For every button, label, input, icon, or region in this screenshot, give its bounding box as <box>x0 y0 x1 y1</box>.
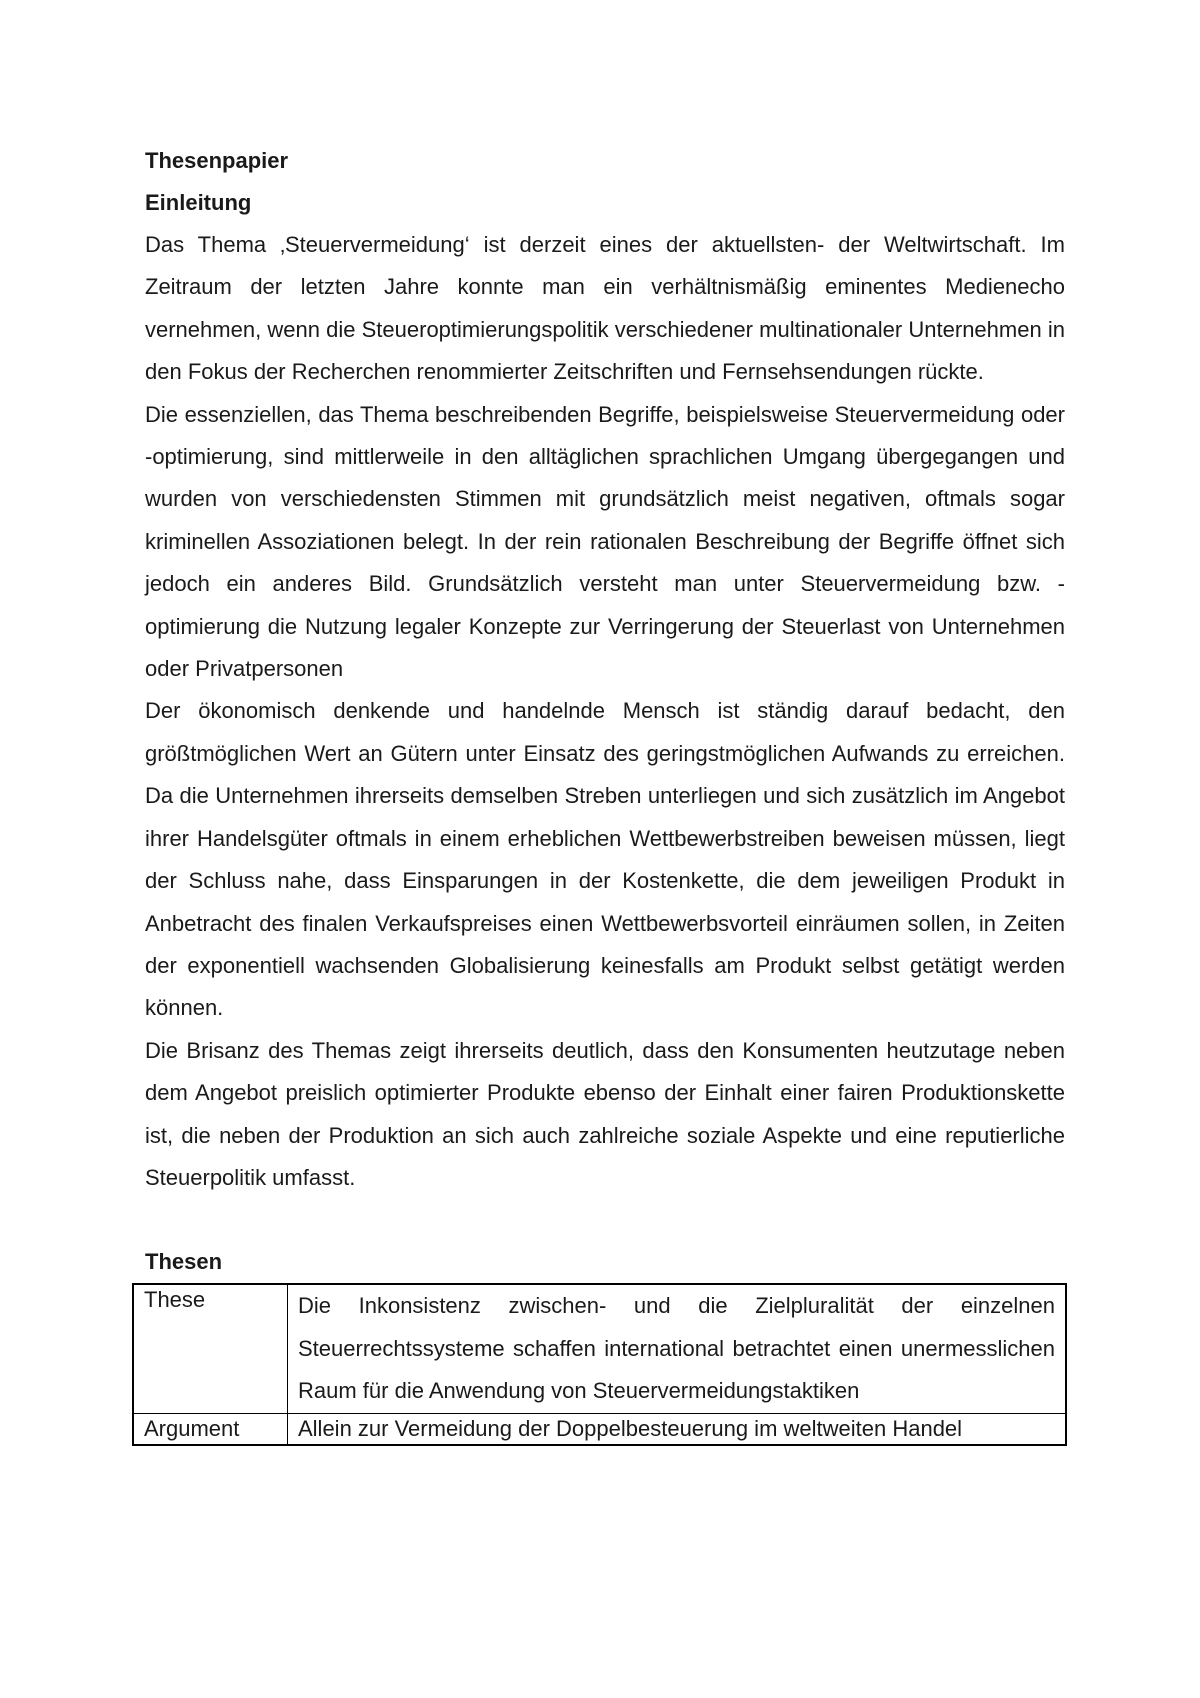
table-cell-label: Argument <box>133 1413 288 1445</box>
paragraph: Die essenziellen, das Thema beschreibenden Begriffe, beispielsweise Steuervermeidung oder -optimierung, sind mittlerweile in den alltäglichen sprachlichen Umgang übergegangen und wurden von verschiedensten Stimmen mit grundsätzlich meist negativen, oftmals sogar kriminellen Assoziationen belegt. In der rein rationalen Beschreibung der Begriffe öffnet sich jedoch ein anderes Bild. Grundsätzlich versteht man unter Steuervermeidung bzw. -optimierung die Nutzung legaler Konzepte zur Verringerung der Steuerlast von Unternehmen oder Privatpersonen <box>145 401 1065 682</box>
paragraph: Das Thema ‚Steuervermeidung‘ ist derzeit eines der aktuellsten- der Weltwirtschaft. Im Zeitraum der letzten Jahre konnte man ein verhältnismäßig eminentes Medienecho vernehmen, wenn die Steueroptimierungspolitik verschiedener multinationaler Unternehmen in den Fokus der Recherchen renommierter Zeitschriften und Fernsehsendungen rückte. <box>145 232 1065 385</box>
document-title: Thesenpapier <box>145 148 289 173</box>
section-heading-intro: Einleitung <box>145 190 252 215</box>
paragraph: Der ökonomisch denkende und handelnde Mensch ist ständig darauf bedacht, den größtmöglichen Wert an Gütern unter Einsatz des geringstmöglichen Aufwands zu erreichen. Da die Unternehmen ihrerseits demselben Streben unterliegen und sich zusätzlich im Angebot ihrer Handelsgüter oftmals in einem erheblichen Wettbewerbstreiben beweisen müssen, liegt der Schluss nahe, dass Einsparungen in der Kostenkette, die dem jeweiligen Produkt in Anbetracht des finalen Verkaufspreises einen Wettbewerbsvorteil einräumen sollen, in Zeiten der exponentiell wachsenden Globalisierung keinesfalls am Produkt selbst getätigt werden können. <box>145 698 1065 1021</box>
blank-line <box>145 1199 1065 1241</box>
document-page <box>145 140 1065 1446</box>
table-row <box>133 1284 1066 1413</box>
table-cell-text: Allein zur Vermeidung der Doppelbesteuerung im weltweiten Handel <box>288 1413 1067 1445</box>
table-cell-text: Die Inkonsistenz zwischen- und die Zielpluralität der einzelnen Steuerrechtssysteme schaffen international betrachtet einen unermesslichen Raum für die Anwendung von Steuervermeidungstaktiken <box>288 1284 1067 1413</box>
theses-table <box>132 1283 1067 1445</box>
paragraph: Die Brisanz des Themas zeigt ihrerseits deutlich, dass den Konsumenten heutzutage neben dem Angebot preislich optimierter Produkte ebenso der Einhalt einer fairen Produktionskette ist, die neben der Produktion an sich auch zahlreiche soziale Aspekte und eine reputierliche Steuerpolitik umfasst. <box>145 1037 1065 1190</box>
section-heading-theses: Thesen <box>145 1249 223 1275</box>
table-row <box>133 1413 1066 1445</box>
table-cell-label: These <box>133 1284 288 1413</box>
